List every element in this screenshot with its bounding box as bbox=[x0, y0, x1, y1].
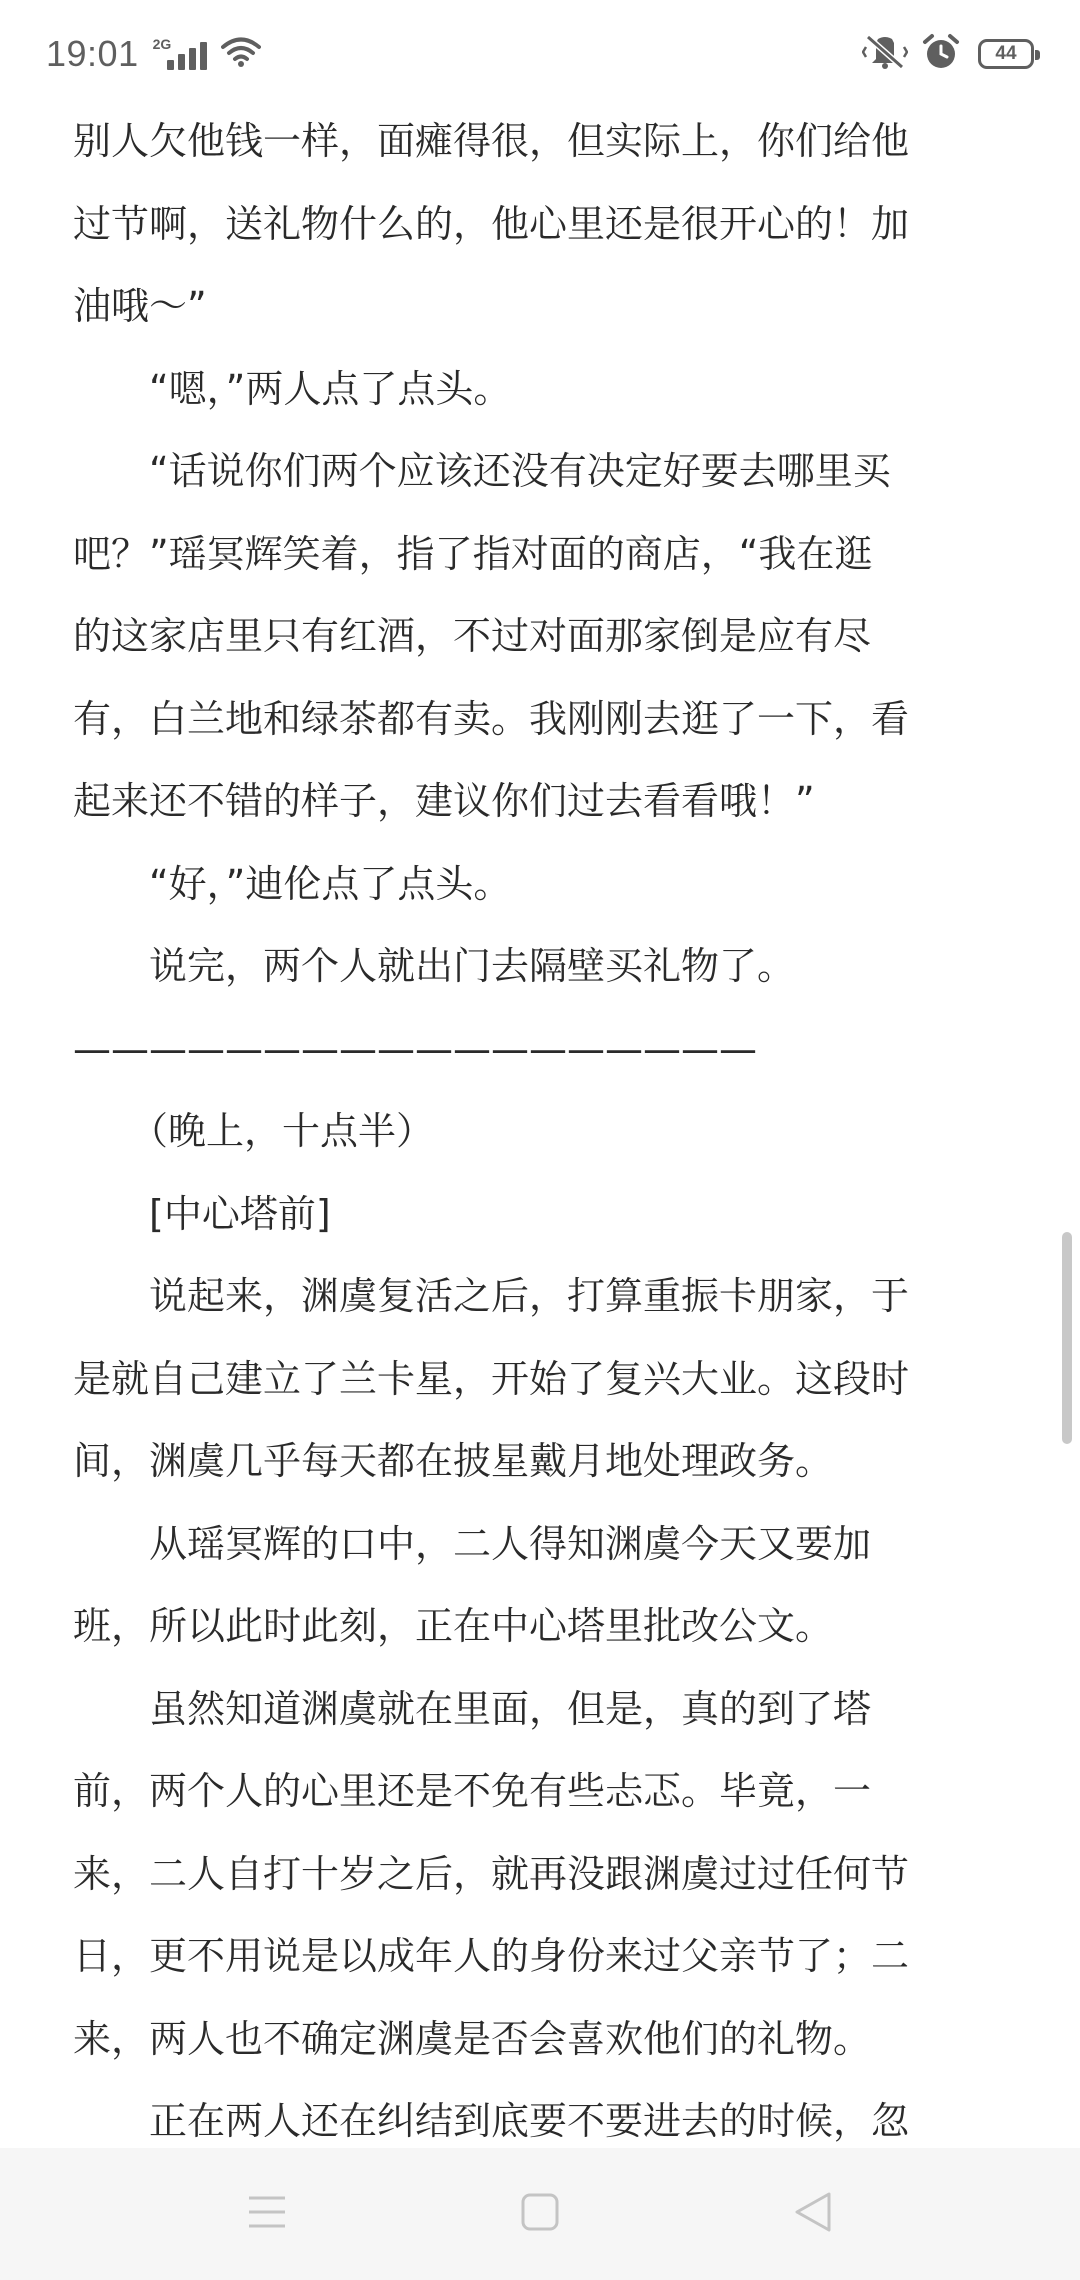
back-button[interactable] bbox=[773, 2174, 853, 2254]
text-line: 班，所以此时此刻，正在中心塔里批改公文。 bbox=[73, 1604, 834, 1648]
wifi-icon bbox=[221, 36, 261, 72]
text-line: （晚上，十点半） bbox=[73, 1109, 435, 1153]
reader-content[interactable] bbox=[73, 100, 1003, 2150]
battery-icon bbox=[978, 39, 1034, 69]
menu-button[interactable] bbox=[227, 2174, 307, 2254]
text-line: 别人欠他钱一样，面瘫得很，但实际上，你们给他 bbox=[73, 119, 910, 163]
text-line: 有，白兰地和绿茶都有卖。我刚刚去逛了一下，看 bbox=[73, 696, 910, 741]
text-line: 是就自己建立了兰卡星，开始了复兴大业。这段时 bbox=[73, 1356, 910, 1401]
text-line: 说完，两个人就出门去隔壁买礼物了。 bbox=[73, 944, 796, 988]
text-line: 的这家店里只有红酒，不过对面那家倒是应有尽 bbox=[73, 614, 872, 658]
text-line: 正在两人还在纠结到底要不要进去的时候，忽 bbox=[73, 2099, 910, 2143]
alarm-icon bbox=[922, 33, 960, 75]
text-line: 来，二人自打十岁之后，就再没跟渊虞过过任何节 bbox=[73, 1851, 910, 1896]
text-line: “话说你们两个应该还没有决定好要去哪里买 bbox=[73, 449, 891, 493]
text-line: 吧？”瑶冥辉笑着，指了指对面的商店，“我在逛 bbox=[73, 531, 873, 576]
scrollbar-thumb[interactable] bbox=[1062, 1232, 1072, 1444]
status-time: 19:01 bbox=[46, 33, 139, 74]
text-line: 前，两个人的心里还是不免有些忐忑。毕竟，一 bbox=[73, 1769, 872, 1813]
text-line: 起来还不错的样子，建议你们过去看看哦！” bbox=[73, 779, 815, 823]
home-icon bbox=[520, 2192, 560, 2236]
status-bar bbox=[0, 0, 1080, 108]
home-button[interactable] bbox=[500, 2174, 580, 2254]
text-line: 过节啊，送礼物什么的，他心里还是很开心的！加 bbox=[73, 201, 910, 246]
scene-divider: —————————————————— bbox=[73, 1026, 757, 1071]
back-icon bbox=[793, 2190, 833, 2238]
text-line: 虽然知道渊虞就在里面，但是，真的到了塔 bbox=[73, 1686, 872, 1731]
text-line: 油哦～” bbox=[73, 284, 207, 328]
text-line: “嗯，”两人点了点头。 bbox=[73, 366, 512, 411]
vibrate-mute-icon bbox=[862, 33, 908, 75]
text-line: “好，”迪伦点了点头。 bbox=[73, 861, 512, 906]
status-left bbox=[46, 33, 261, 75]
network-type-label: 2G bbox=[152, 36, 172, 52]
menu-icon bbox=[247, 2194, 287, 2234]
navigation-bar bbox=[0, 2148, 1080, 2280]
text-line: 从瑶冥辉的口中，二人得知渊虞今天又要加 bbox=[73, 1521, 872, 1566]
battery-level: 44 bbox=[995, 43, 1017, 64]
text-line: 说起来，渊虞复活之后，打算重振卡朋家，于 bbox=[73, 1274, 910, 1318]
text-line: 日，更不用说是以成年人的身份来过父亲节了；二 bbox=[73, 1934, 910, 1978]
text-line: [中心塔前] bbox=[73, 1191, 331, 1236]
text-line: 间，渊虞几乎每天都在披星戴月地处理政务。 bbox=[73, 1439, 834, 1483]
status-right bbox=[862, 33, 1034, 75]
text-line: 来，两人也不确定渊虞是否会喜欢他们的礼物。 bbox=[73, 2016, 872, 2061]
signal-icon bbox=[153, 36, 207, 72]
